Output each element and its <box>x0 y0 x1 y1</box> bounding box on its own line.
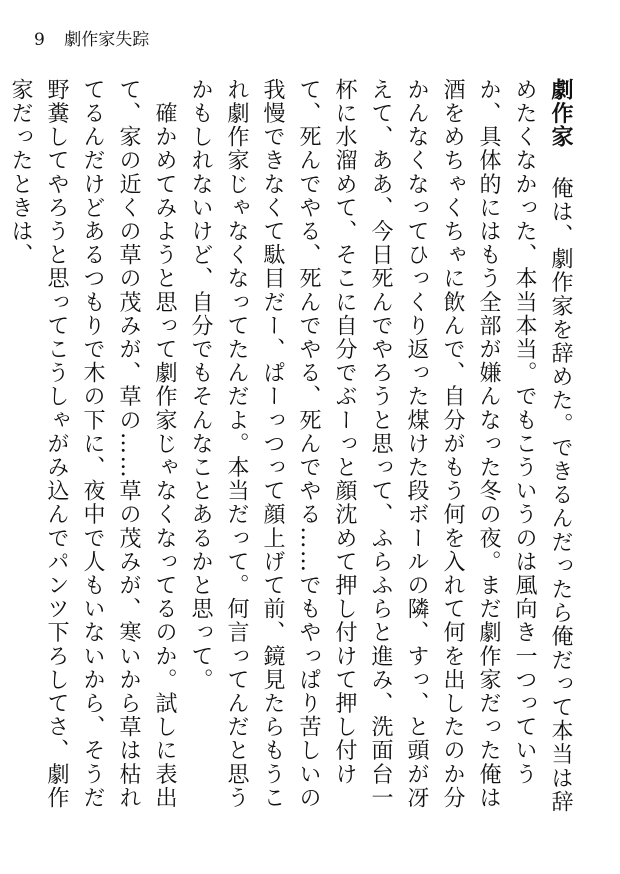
paragraph-1-text: 俺は、劇作家を辞めた。できるんだったら俺だって本当は辞めたくなかった、本当本当。でもこういうのは風向き一つっていうか、具体的にはもう全部が嫌んなった冬の夜。まだ劇作家だった俺は酒をめちゃくちゃに飲んで、自分がもう何を入れて何を出したのか分かんなくなってひっくり返った煤けた段ボールの隣、すっ、と頭が冴えて、ああ、今日死んでやろうと思って、ふらふらと進み、洗面台一杯に水溜めて、そこに自分でぶーっと顔沈めて押し付けて押し付けて、死んでやる、死んでやる、死んでやる……でもやっぱり苦しいの我慢できなくて駄目だー、ぱーっつって顔上げて前、鏡見たらもうこれ劇作家じゃなくなってたんだよ。本当だって。何言ってんだと思うかもしれないけど、自分でもそんなことあるかと思って。 <box>188 78 573 814</box>
page-number: 9 <box>34 30 45 50</box>
paragraph-2 <box>2 78 182 818</box>
page-header <box>34 30 149 50</box>
paragraph-2-text: 確かめてみようと思って劇作家じゃなくなってるのか。試しに表出て、家の近くの草の茂みが、草の……草の茂みが、寒いから草は枯れてるんだけどあるつもりで木の下に、夜中で人もいないから、そうだ野糞してやろうと思ってこうしゃがみ込んでパンツ下ろしてさ、劇作家だったときは、 <box>8 78 177 810</box>
speaker-name: 劇作家 <box>548 78 573 149</box>
running-title: 劇作家失踪 <box>64 30 150 50</box>
body-text <box>8 78 578 818</box>
paragraph-1 <box>182 78 578 818</box>
